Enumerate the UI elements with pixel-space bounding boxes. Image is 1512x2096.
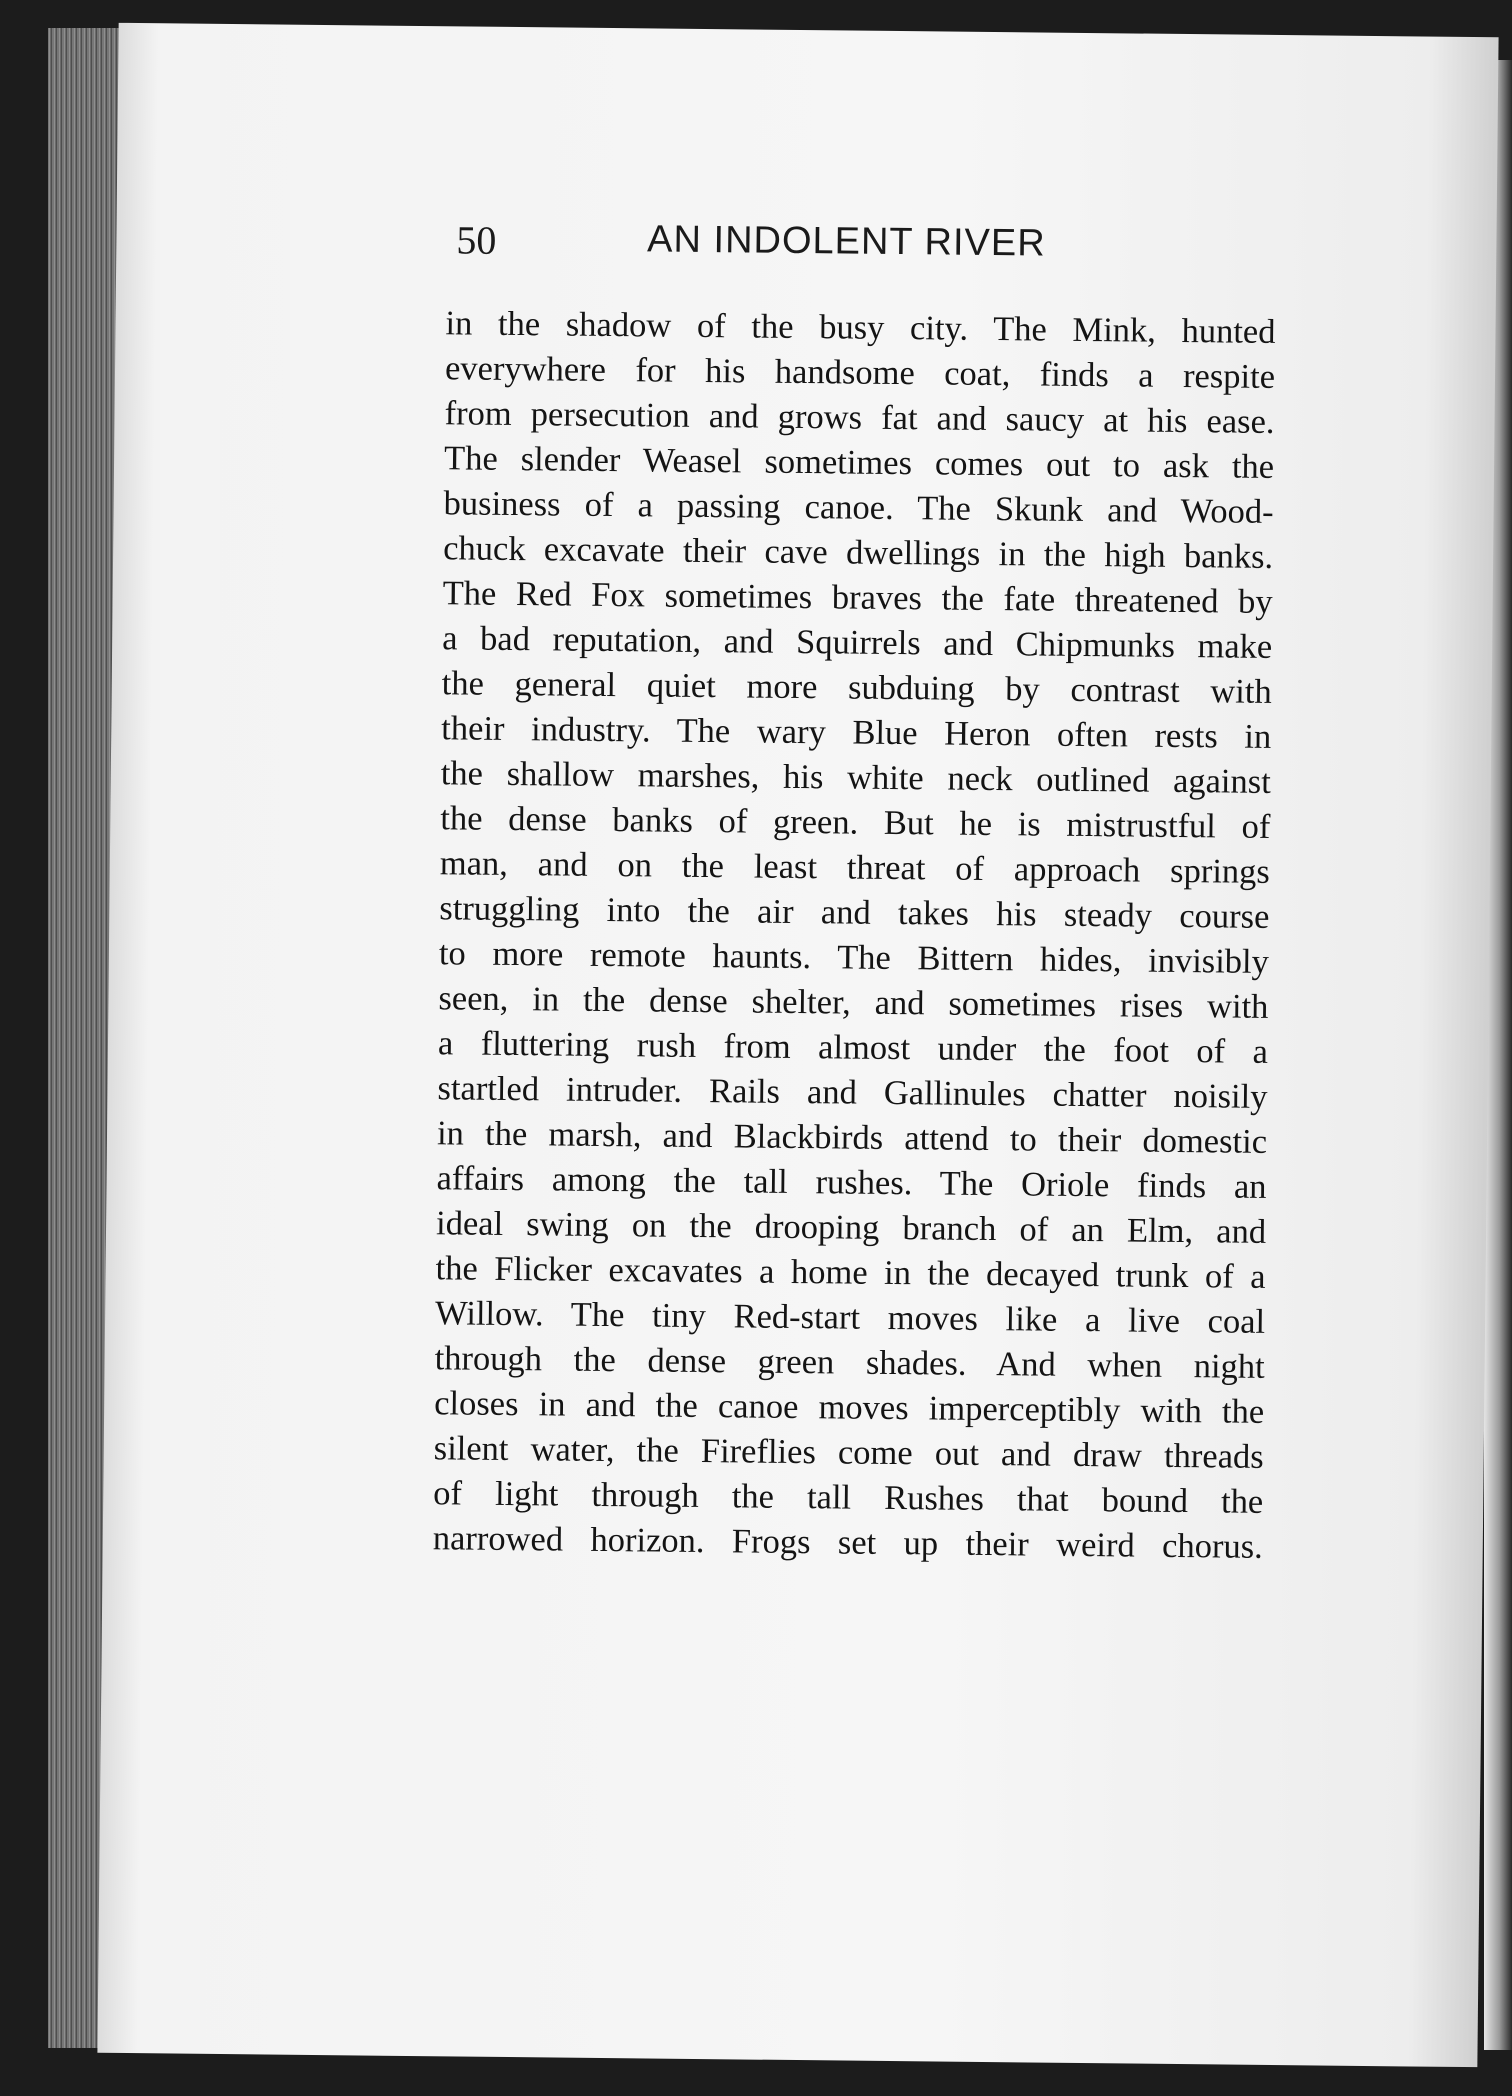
text-line: struggling into the air and takes his steady course xyxy=(439,889,1270,936)
text-line: seen, in the dense shelter, and sometimes rises with xyxy=(438,979,1269,1026)
body-text xyxy=(433,301,1276,1570)
text-line: Willow. The tiny Red-start moves like a live coal xyxy=(434,1294,1266,1341)
text-line: startled intruder. Rails and Gallinules chatter noisily xyxy=(437,1069,1268,1116)
text-line: in the marsh, and Blackbirds attend to their domestic xyxy=(436,1114,1268,1161)
text-line: The Red Fox sometimes braves the fate threatened by xyxy=(442,574,1273,621)
page-number: 50 xyxy=(456,217,497,263)
text-line: closes in and the canoe moves imperceptibly with the xyxy=(434,1384,1265,1431)
running-title: AN INDOLENT RIVER xyxy=(646,218,1046,265)
text-line: a bad reputation, and Squirrels and Chipmunks make xyxy=(442,619,1273,666)
text-line: The slender Weasel sometimes comes out to ask the xyxy=(443,439,1275,486)
text-line: a fluttering rush from almost under the foot of a xyxy=(437,1024,1269,1071)
text-line: the shallow marshes, his white neck outlined against xyxy=(440,754,1271,801)
page-header xyxy=(456,216,1237,294)
text-line: in the shadow of the busy city. The Mink, hunted xyxy=(445,304,1276,351)
text-line: their industry. The wary Blue Heron often rests in xyxy=(441,709,1272,756)
text-line: affairs among the tall rushes. The Oriole finds an xyxy=(436,1159,1267,1206)
text-line: of light through the tall Rushes that bound the xyxy=(433,1474,1264,1521)
text-line: chuck excavate their cave dwellings in the high banks. xyxy=(442,529,1274,576)
text-line: the dense banks of green. But he is mistrustful of xyxy=(440,799,1271,846)
text-line: ideal swing on the drooping branch of an Elm, and xyxy=(435,1204,1267,1251)
text-line: everywhere for his handsome coat, finds a respite xyxy=(444,349,1276,396)
text-line: the Flicker excavates a home in the decayed trunk of a xyxy=(435,1249,1266,1296)
text-line: silent water, the Fireflies come out and draw threads xyxy=(433,1429,1264,1476)
text-line: business of a passing canoe. The Skunk and Wood- xyxy=(443,484,1274,531)
text-line: narrowed horizon. Frogs set up their weird chorus. xyxy=(432,1519,1263,1566)
text-line: man, and on the least threat of approach springs xyxy=(439,844,1271,891)
text-line: to more remote haunts. The Bittern hides, invisibly xyxy=(438,934,1270,981)
text-line: from persecution and grows fat and saucy at his ease. xyxy=(444,394,1275,441)
book-page xyxy=(97,23,1498,2067)
text-line: the general quiet more subduing by contrast with xyxy=(441,664,1272,711)
text-line: through the dense green shades. And when night xyxy=(434,1339,1265,1386)
